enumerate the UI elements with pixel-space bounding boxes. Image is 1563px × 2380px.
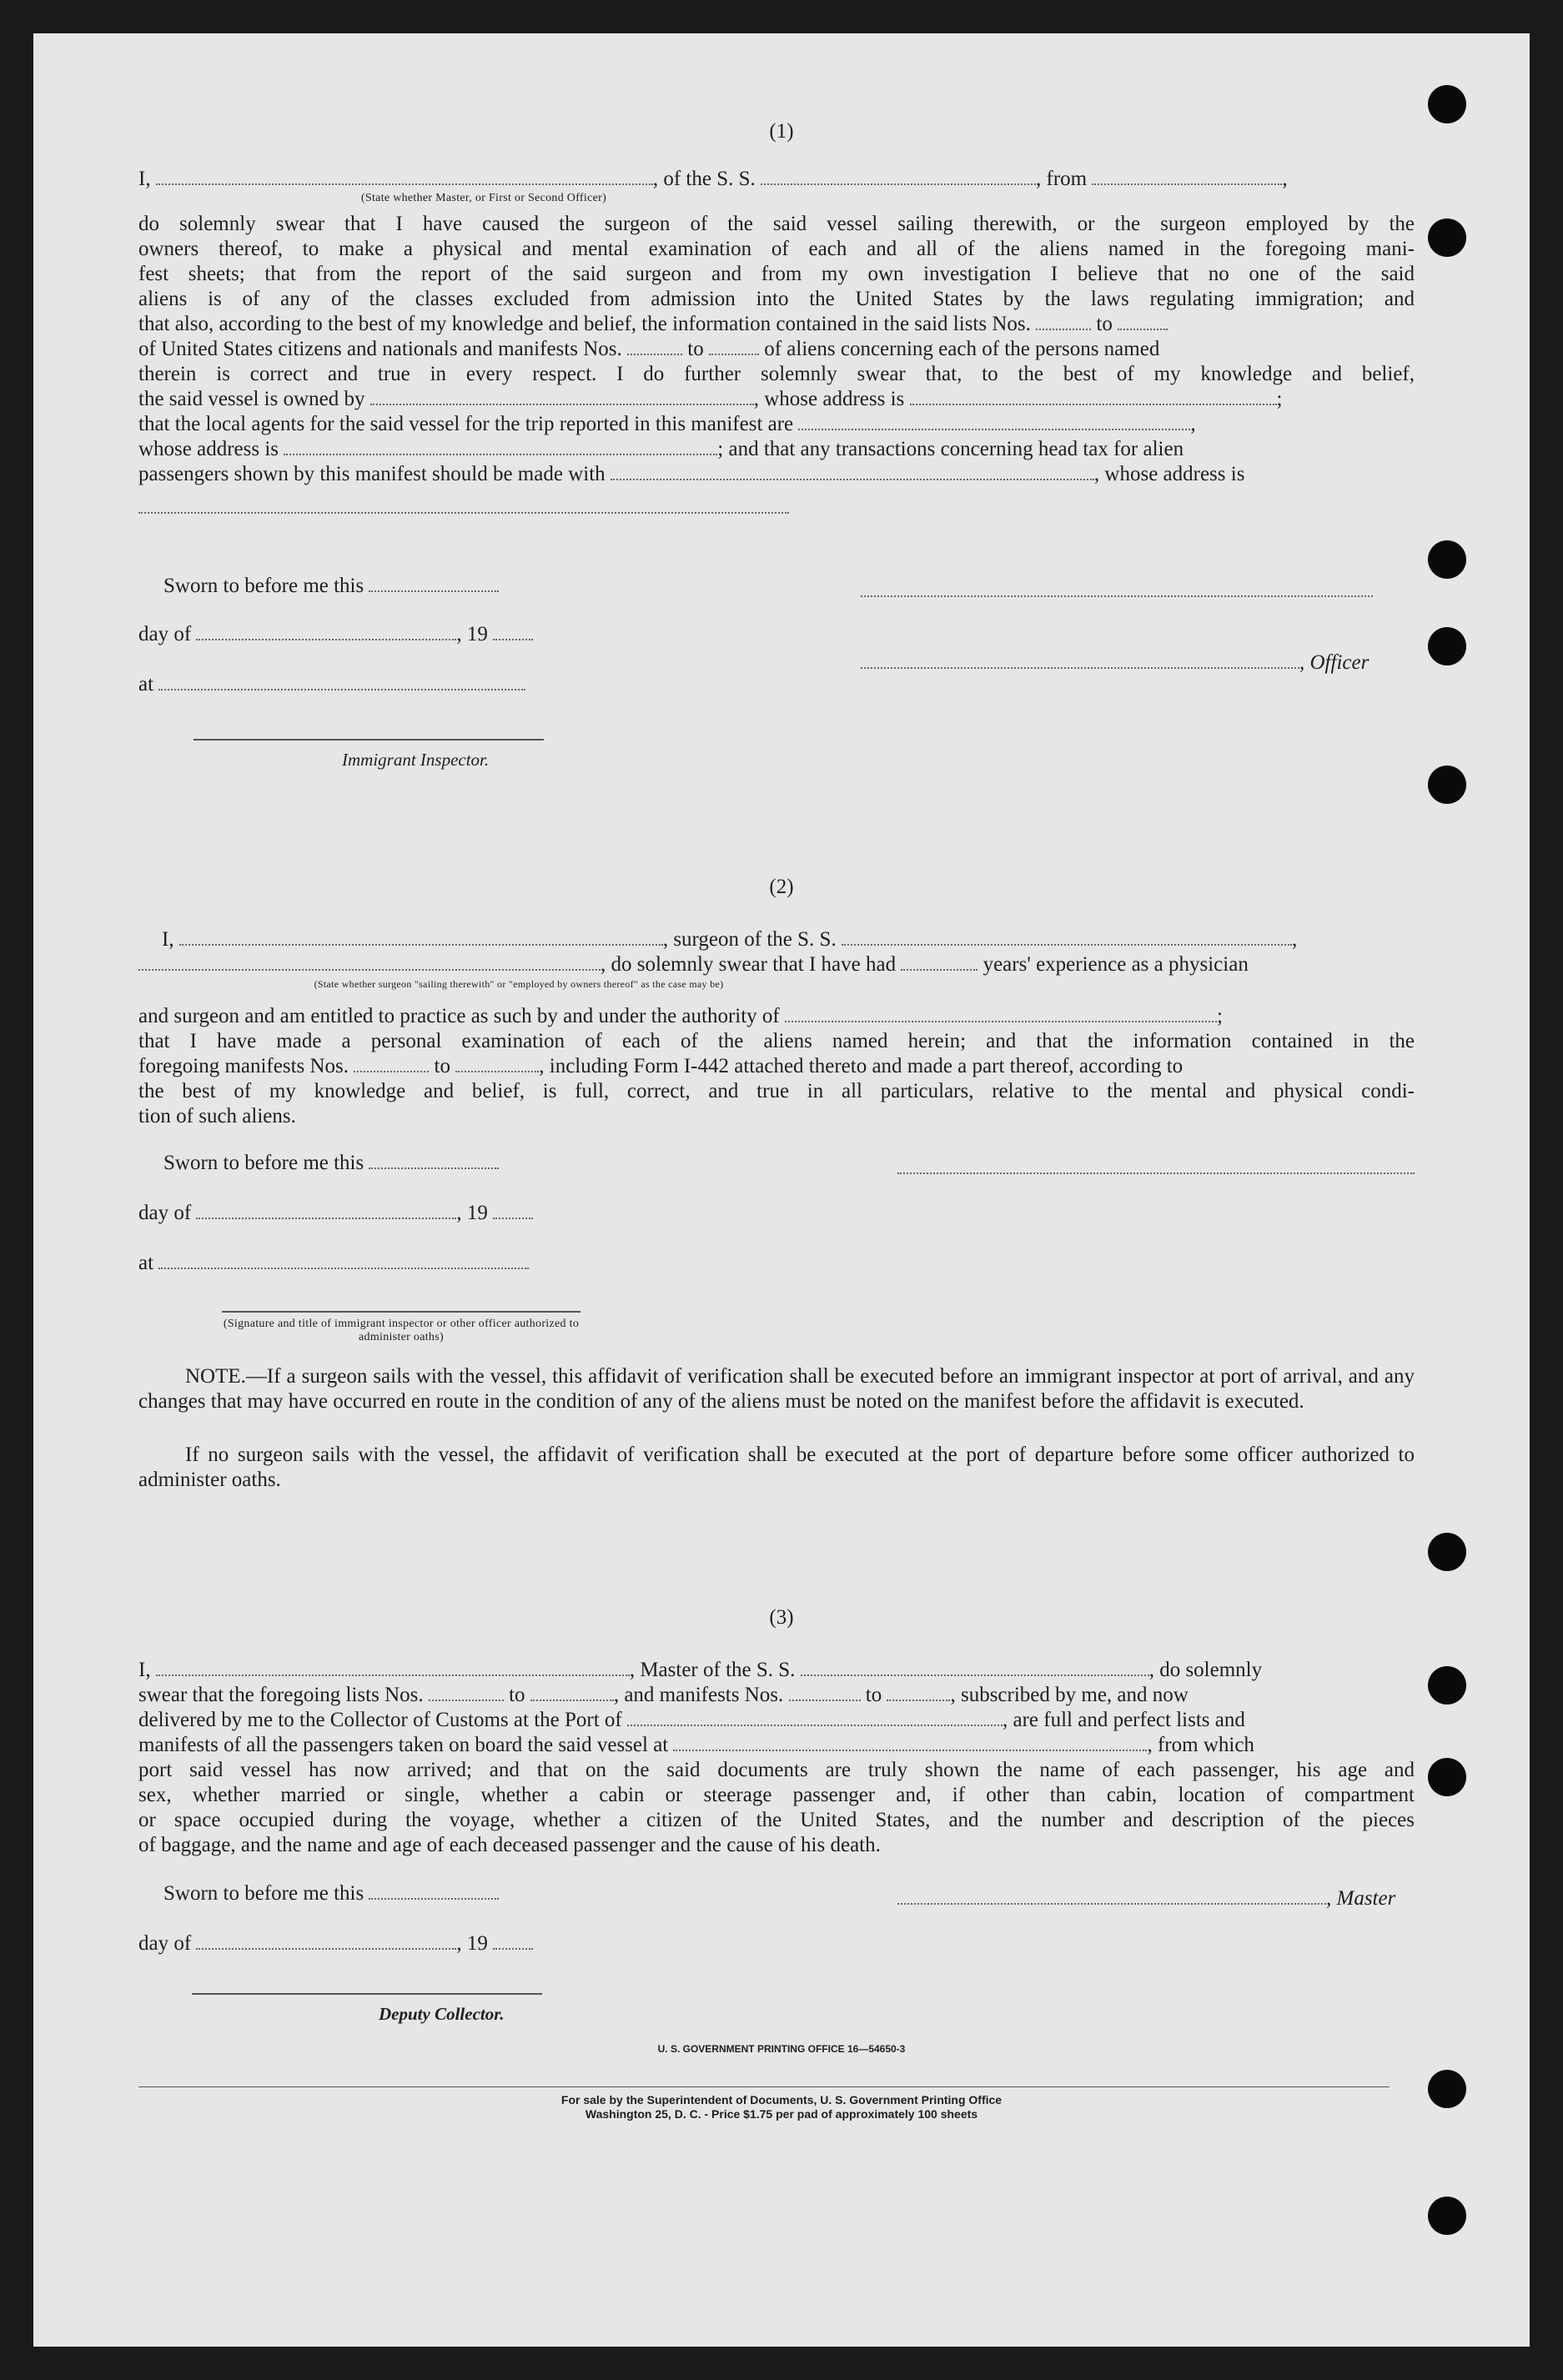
- s1-owner-line: the said vessel is owned by , whose address is ;: [138, 388, 1283, 410]
- s2-text-line: that I have made a personal examination of each of the aliens named herein; and that the information contained in the: [138, 1030, 1415, 1052]
- surgeon-note: NOTE.—If a surgeon sails with the vessel, this affidavit of verification shall be executed before an immigrant inspector at port of arrival, and any changes that may have occurred en route in the condition of any of the aliens must be noted on the manifest before the affidavit is executed.: [138, 1365, 1415, 1413]
- s1-agents-address-line: whose address is ; and that any transactions concerning head tax for alien: [138, 438, 1184, 460]
- s3-text-line: or space occupied during the voyage, whether a citizen of the United States, and the number and description of the pieces: [138, 1809, 1415, 1831]
- officer-line: , Officer: [861, 650, 1369, 675]
- s1-manifests-line: of United States citizens and nationals and manifests Nos. to of aliens concerning each of the persons named: [138, 338, 1160, 360]
- s1-headtax-line: passengers shown by this manifest should be made with , whose address is: [138, 463, 1245, 485]
- s2-sworn-date-field[interactable]: [369, 1151, 499, 1169]
- s2-authority-line: and surgeon and am entitled to practice as such by and under the authority of ;: [138, 1005, 1223, 1027]
- s1-sworn-date-field[interactable]: [369, 574, 499, 592]
- sale-notice-2: Washington 25, D. C. - Price $1.75 per pad of approximately 100 sheets: [585, 2107, 978, 2121]
- s1-text-line: fest sheets; that from the report of the said surgeon and from my own investigation I believe that no one of the said: [138, 263, 1415, 285]
- s3-text-line: sex, whether married or single, whether a cabin or steerage passenger and, if other than cabin, location of compartment: [138, 1784, 1415, 1806]
- officer-rank-caption: (State whether Master, or First or Second Officer): [360, 192, 607, 204]
- surgeon-note-2: If no surgeon sails with the vessel, the affidavit of verification shall be executed at the port of departure before some officer authorized to administer oaths.: [138, 1444, 1415, 1491]
- s1-text-line: do solemnly swear that I have caused the surgeon of the said vessel sailing therewith, or the surgeon employed by the: [138, 213, 1415, 235]
- punch-hole: [1428, 2197, 1466, 2235]
- s1-text-line: aliens is of any of the classes excluded from admission into the United States by the laws regulating immigration; and: [138, 288, 1415, 310]
- lists-from-field[interactable]: [1036, 312, 1091, 330]
- s2-text-line: the best of my knowledge and belief, is full, correct, and true in all particulars, relative to the mental and physical condi-: [138, 1080, 1415, 1102]
- surgeon-signature-line[interactable]: [897, 1171, 1415, 1174]
- s2-day-field[interactable]: [196, 1201, 456, 1219]
- owner-field[interactable]: [370, 387, 754, 405]
- manifests-from-field[interactable]: [627, 337, 682, 355]
- s3-day-field[interactable]: [196, 1931, 456, 1950]
- s2-opening-line: I, , surgeon of the S. S. ,: [162, 928, 1298, 951]
- s1-at-label: at: [138, 672, 525, 697]
- s2-day-label: day of , 19: [138, 1201, 533, 1226]
- master-line: , Master: [897, 1886, 1395, 1911]
- s3-ship-field[interactable]: [801, 1658, 1149, 1676]
- deputy-title: Deputy Collector.: [379, 2004, 505, 2024]
- s2-sworn-label: Sworn to before me this: [163, 1151, 499, 1176]
- s3-opening-line: I, , Master of the S. S. , do solemnly: [138, 1659, 1263, 1681]
- s1-day-field[interactable]: [196, 622, 456, 640]
- punch-hole: [1428, 85, 1466, 123]
- footer-rule: [138, 2085, 1390, 2087]
- s1-opening-line: I, , of the S. S. , from ,: [138, 168, 1288, 190]
- customs-port-field[interactable]: [627, 1708, 1003, 1726]
- s2-manifests-to-field[interactable]: [455, 1054, 539, 1072]
- officer-rank-field[interactable]: [156, 167, 653, 185]
- s2-ship-field[interactable]: [842, 927, 1292, 946]
- deputy-signature-line[interactable]: [192, 1991, 542, 1995]
- punch-hole: [1428, 218, 1466, 257]
- officer-signature-line[interactable]: [861, 594, 1373, 597]
- lists-to-field[interactable]: [1118, 312, 1168, 330]
- manifests-to-field[interactable]: [709, 337, 759, 355]
- s3-sworn-date-field[interactable]: [369, 1881, 499, 1900]
- agents-address-field[interactable]: [284, 437, 717, 455]
- s1-day-label: day of , 19: [138, 622, 533, 647]
- sale-notice-1: For sale by the Superintendent of Documents, U. S. Government Printing Office: [560, 2093, 1003, 2106]
- punch-hole: [1428, 766, 1466, 804]
- s2-year-field[interactable]: [493, 1201, 533, 1219]
- surgeon-name-field[interactable]: [179, 927, 663, 946]
- practice-authority-field[interactable]: [785, 1004, 1217, 1022]
- headtax-party-field[interactable]: [611, 462, 1094, 480]
- s2-at-label: at: [138, 1251, 529, 1276]
- s2-text-line: tion of such aliens.: [138, 1105, 296, 1127]
- s1-text-line: therein is correct and true in every respect. I do further solemnly swear that, to the best of my knowledge and belief,: [138, 363, 1415, 385]
- s3-manifests-to-field[interactable]: [887, 1683, 950, 1701]
- punch-hole: [1428, 627, 1466, 665]
- punch-hole: [1428, 1666, 1466, 1705]
- s1-sworn-label: Sworn to before me this: [163, 574, 499, 599]
- gpo-imprint: U. S. GOVERNMENT PRINTING OFFICE 16—54650-3: [657, 2043, 906, 2055]
- ship-name-field[interactable]: [761, 167, 1036, 185]
- inspector-title: Immigrant Inspector.: [342, 750, 490, 770]
- boarding-port-field[interactable]: [673, 1733, 1147, 1751]
- section-1-number: (1): [769, 120, 794, 143]
- s3-lists-to-field[interactable]: [530, 1683, 614, 1701]
- s3-sworn-label: Sworn to before me this: [163, 1881, 499, 1906]
- surgeon-status-field[interactable]: [138, 952, 601, 971]
- officer-name-field[interactable]: [861, 650, 1299, 669]
- s3-text-line: port said vessel has now arrived; and that on the said documents are truly shown the name of each passenger, his age and: [138, 1759, 1415, 1781]
- s2-experience-line: , do solemnly swear that I have had years' experience as a physician: [138, 952, 1415, 977]
- s1-year-field[interactable]: [493, 622, 533, 640]
- s3-departure-line: manifests of all the passengers taken on board the said vessel at , from which: [138, 1734, 1254, 1756]
- document-page: [33, 33, 1530, 2347]
- section-3-number: (3): [769, 1606, 794, 1629]
- s3-port-line: delivered by me to the Collector of Customs at the Port of , are full and perfect lists and: [138, 1709, 1245, 1731]
- s3-text-line: of baggage, and the name and age of each deceased passenger and the cause of his death.: [138, 1834, 881, 1856]
- s1-at-field[interactable]: [158, 672, 525, 690]
- s3-lists-line: swear that the foregoing lists Nos. to , and manifests Nos. to , subscribed by me, and now: [138, 1684, 1189, 1706]
- owner-address-field[interactable]: [910, 387, 1277, 405]
- s2-manifests-from-field[interactable]: [354, 1054, 429, 1072]
- punch-hole: [1428, 540, 1466, 579]
- punch-hole: [1428, 1533, 1466, 1571]
- s1-lists-line: that also, according to the best of my knowledge and belief, the information contained in the said lists Nos. to: [138, 312, 1415, 337]
- s1-agents-line: that the local agents for the said vessel for the trip reported in this manifest are ,: [138, 413, 1196, 435]
- s2-inspector-signature-line[interactable]: [222, 1309, 580, 1313]
- headtax-address-field[interactable]: [138, 510, 789, 514]
- s3-year-field[interactable]: [493, 1931, 533, 1950]
- port-from-field[interactable]: [1092, 167, 1282, 185]
- punch-hole: [1428, 1758, 1466, 1796]
- master-name-field[interactable]: [156, 1658, 630, 1676]
- s3-lists-from-field[interactable]: [429, 1683, 504, 1701]
- s2-signature-caption: (Signature and title of immigrant inspector or other officer authorized to administer oaths): [223, 1318, 580, 1343]
- section-2-number: (2): [769, 876, 794, 898]
- s3-day-label: day of , 19: [138, 1931, 533, 1956]
- surgeon-status-caption: (State whether surgeon "sailing therewith" or "employed by owners thereof" as the case may be): [314, 978, 724, 990]
- s3-manifests-from-field[interactable]: [789, 1683, 861, 1701]
- inspector-signature-line[interactable]: [193, 737, 544, 741]
- s1-text-line: owners thereof, to make a physical and mental examination of each and all of the aliens named in the foregoing mani-: [138, 238, 1415, 260]
- s2-at-field[interactable]: [158, 1251, 529, 1269]
- s2-manifests-line: foregoing manifests Nos. to , including Form I-442 attached thereto and made a part thereof, according to: [138, 1055, 1184, 1077]
- agents-field[interactable]: [798, 412, 1190, 430]
- master-signature-field[interactable]: [897, 1886, 1326, 1905]
- years-experience-field[interactable]: [901, 952, 978, 971]
